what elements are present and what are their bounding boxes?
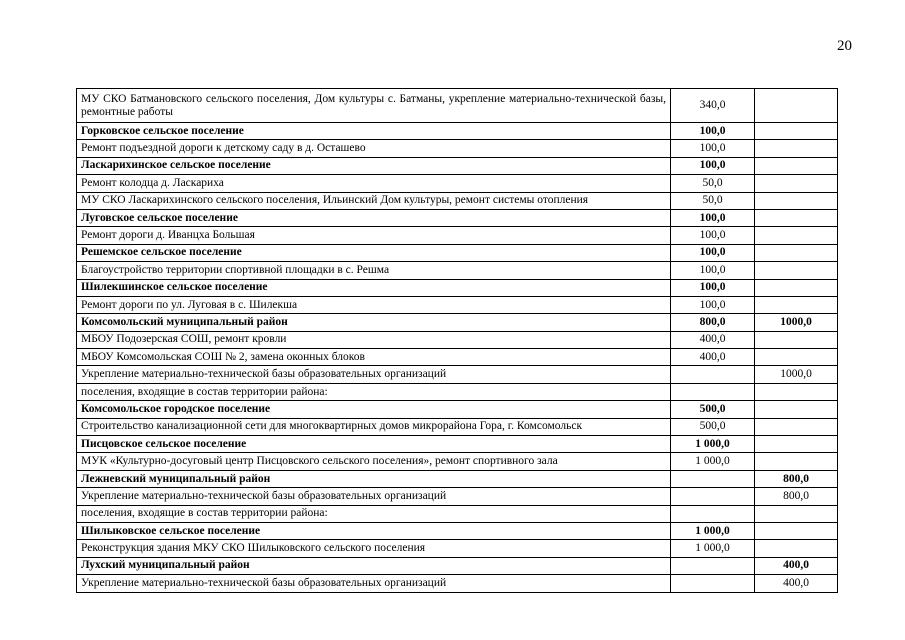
item-name-cell: поселения, входящие в состав территории района:: [77, 505, 671, 522]
table-row: [77, 331, 838, 348]
amount-cell-1: 50,0: [671, 192, 755, 209]
amount-cell-2: 800,0: [755, 488, 838, 505]
amount-cell-2: [755, 209, 838, 226]
amount-cell-1: 800,0: [671, 314, 755, 331]
table-row: [77, 488, 838, 505]
table-row: [77, 418, 838, 435]
item-name-cell: Луговское сельское поселение: [77, 209, 671, 226]
section-row: [77, 244, 838, 261]
amount-cell-1: 100,0: [671, 279, 755, 296]
item-name-cell: Лухский муниципальный район: [77, 557, 671, 574]
amount-cell-2: [755, 540, 838, 557]
item-name-cell: Благоустройство территории спортивной площадки в с. Решма: [77, 262, 671, 279]
amount-cell-2: [755, 505, 838, 522]
item-name-cell: Ремонт подъездной дороги к детскому саду в д. Осташево: [77, 140, 671, 157]
amount-cell-1: [671, 383, 755, 400]
amount-cell-1: 50,0: [671, 175, 755, 192]
item-name-cell: Ремонт дороги д. Иванцха Большая: [77, 227, 671, 244]
table-row: [77, 175, 838, 192]
table-row: [77, 296, 838, 313]
amount-cell-2: [755, 123, 838, 140]
amount-cell-1: 100,0: [671, 123, 755, 140]
table-row: [77, 540, 838, 557]
item-name-cell: Комсомольский муниципальный район: [77, 314, 671, 331]
amount-cell-2: 800,0: [755, 470, 838, 487]
section-row: [77, 557, 838, 574]
amount-cell-1: [671, 488, 755, 505]
amount-cell-1: 100,0: [671, 296, 755, 313]
amount-cell-2: [755, 157, 838, 174]
section-row: [77, 314, 838, 331]
amount-cell-1: [671, 557, 755, 574]
amount-cell-2: [755, 418, 838, 435]
item-name-cell: Решемское сельское поселение: [77, 244, 671, 261]
amount-cell-1: 100,0: [671, 140, 755, 157]
item-name-cell: Ремонт колодца д. Ласкариха: [77, 175, 671, 192]
page-number: 20: [837, 38, 852, 54]
item-name-cell: Ласкарихинское сельское поселение: [77, 157, 671, 174]
item-name-cell: МБОУ Комсомольская СОШ № 2, замена оконных блоков: [77, 349, 671, 366]
amount-cell-1: 100,0: [671, 227, 755, 244]
amount-cell-1: 400,0: [671, 349, 755, 366]
section-row: [77, 522, 838, 539]
item-name-cell: Реконструкция здания МКУ СКО Шилыковского сельского поселения: [77, 540, 671, 557]
table-row: [77, 227, 838, 244]
amount-cell-2: [755, 227, 838, 244]
amount-cell-2: [755, 140, 838, 157]
item-name-cell: Горковское сельское поселение: [77, 123, 671, 140]
amount-cell-1: 1 000,0: [671, 436, 755, 453]
table-row: [77, 505, 838, 522]
item-name-cell: МБОУ Подозерская СОШ, ремонт кровли: [77, 331, 671, 348]
item-name-cell: МУК «Культурно-досуговый центр Писцовского сельского поселения», ремонт спортивного зала: [77, 453, 671, 470]
item-name-cell: Укрепление материально-технической базы образовательных организаций: [77, 366, 671, 383]
amount-cell-1: 500,0: [671, 401, 755, 418]
amount-cell-2: [755, 296, 838, 313]
item-name-cell: Писцовское сельское поселение: [77, 436, 671, 453]
table-body: [77, 89, 838, 593]
item-name-cell: Укрепление материально-технической базы образовательных организаций: [77, 488, 671, 505]
table-row: [77, 349, 838, 366]
amount-cell-1: 500,0: [671, 418, 755, 435]
amount-cell-2: [755, 89, 838, 123]
amount-cell-2: [755, 175, 838, 192]
amount-cell-2: 1000,0: [755, 366, 838, 383]
section-row: [77, 209, 838, 226]
amount-cell-1: 100,0: [671, 209, 755, 226]
amount-cell-1: 1 000,0: [671, 522, 755, 539]
amount-cell-1: 340,0: [671, 89, 755, 123]
amount-cell-1: 1 000,0: [671, 540, 755, 557]
item-name-cell: Укрепление материально-технической базы образовательных организаций: [77, 575, 671, 592]
table-row: [77, 575, 838, 592]
amount-cell-2: [755, 192, 838, 209]
item-name-cell: Шилыковское сельское поселение: [77, 522, 671, 539]
budget-table: [76, 88, 838, 593]
table-row: [77, 140, 838, 157]
amount-cell-1: [671, 505, 755, 522]
table-row: [77, 453, 838, 470]
amount-cell-2: [755, 436, 838, 453]
table-row: [77, 366, 838, 383]
section-row: [77, 279, 838, 296]
amount-cell-2: [755, 453, 838, 470]
item-name-cell: Ремонт дороги по ул. Луговая в с. Шилекша: [77, 296, 671, 313]
table-row: [77, 383, 838, 400]
amount-cell-2: 400,0: [755, 575, 838, 592]
amount-cell-2: 1000,0: [755, 314, 838, 331]
item-name-cell: МУ СКО Ласкарихинского сельского поселения, Ильинский Дом культуры, ремонт системы отопления: [77, 192, 671, 209]
amount-cell-1: 1 000,0: [671, 453, 755, 470]
amount-cell-2: [755, 383, 838, 400]
amount-cell-2: [755, 401, 838, 418]
table-row: [77, 192, 838, 209]
item-name-cell: Строительство канализационной сети для многоквартирных домов микрорайона Гора, г. Комсомольск: [77, 418, 671, 435]
amount-cell-1: [671, 366, 755, 383]
amount-cell-2: [755, 279, 838, 296]
amount-cell-2: [755, 262, 838, 279]
section-row: [77, 157, 838, 174]
item-name-cell: поселения, входящие в состав территории района:: [77, 383, 671, 400]
amount-cell-1: [671, 575, 755, 592]
item-name-cell: Шилекшинское сельское поселение: [77, 279, 671, 296]
item-name-cell: МУ СКО Батмановского сельского поселения, Дом культуры с. Батманы, укрепление материально-технической базы, ремонтные работы: [77, 89, 671, 123]
amount-cell-2: [755, 522, 838, 539]
amount-cell-2: 400,0: [755, 557, 838, 574]
amount-cell-1: 100,0: [671, 157, 755, 174]
amount-cell-1: 100,0: [671, 244, 755, 261]
item-name-cell: Лежневский муниципальный район: [77, 470, 671, 487]
amount-cell-1: 100,0: [671, 262, 755, 279]
amount-cell-2: [755, 244, 838, 261]
section-row: [77, 401, 838, 418]
amount-cell-2: [755, 331, 838, 348]
amount-cell-2: [755, 349, 838, 366]
section-row: [77, 436, 838, 453]
amount-cell-1: [671, 470, 755, 487]
item-name-cell: Комсомольское городское поселение: [77, 401, 671, 418]
table-row: [77, 89, 838, 123]
section-row: [77, 470, 838, 487]
amount-cell-1: 400,0: [671, 331, 755, 348]
section-row: [77, 123, 838, 140]
table-row: [77, 262, 838, 279]
